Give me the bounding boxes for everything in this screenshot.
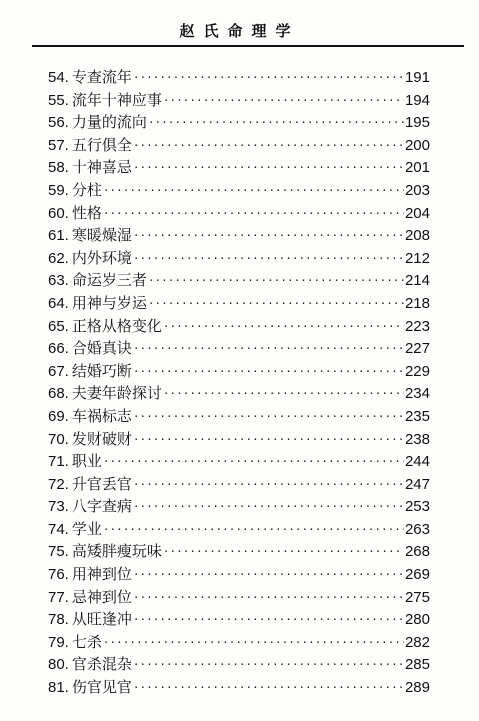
toc-entry (0, 315, 479, 338)
toc-entry-number: 75. (48, 543, 69, 561)
toc-entry-page-number: 244 (404, 453, 430, 471)
toc-entry-line (48, 450, 430, 475)
toc-entry-title: 官杀混杂 (71, 655, 132, 674)
table-of-contents (0, 66, 479, 699)
toc-dot-leader (133, 564, 404, 587)
toc-entry-page-number: 280 (404, 611, 430, 629)
toc-dot-leader (133, 248, 404, 271)
toc-entry (0, 134, 479, 157)
toc-entry-line (48, 292, 430, 317)
toc-entry-title: 合婚真诀 (71, 339, 132, 358)
toc-entry-line (48, 473, 430, 498)
toc-entry (0, 586, 479, 609)
toc-entry (0, 653, 479, 676)
toc-entry-page-number: 234 (404, 385, 430, 403)
toc-entry-line (48, 224, 430, 249)
toc-entry-line (48, 315, 430, 340)
toc-entry-number: 74. (48, 520, 69, 538)
toc-entry-line (48, 495, 430, 520)
toc-entry-number: 68. (48, 385, 69, 403)
toc-entry-line (48, 586, 430, 611)
toc-entry (0, 202, 479, 225)
toc-entry (0, 156, 479, 179)
toc-entry-title: 性格 (71, 203, 102, 222)
toc-entry-number: 66. (48, 340, 69, 358)
toc-dot-leader (133, 429, 404, 452)
toc-dot-leader (163, 316, 404, 339)
toc-entry (0, 676, 479, 699)
toc-entry-number: 54. (48, 69, 69, 86)
toc-entry (0, 66, 479, 89)
toc-entry-page-number: 223 (404, 317, 430, 335)
toc-dot-leader (133, 654, 404, 677)
toc-dot-leader (163, 90, 404, 113)
toc-dot-leader (163, 383, 404, 406)
toc-entry-title: 专查流年 (71, 68, 132, 86)
toc-entry-line (48, 337, 430, 362)
toc-entry-page-number: 194 (404, 91, 430, 109)
toc-dot-leader (133, 609, 404, 632)
toc-dot-leader (133, 157, 404, 180)
toc-entry-number: 69. (48, 407, 69, 425)
toc-entry-line (48, 405, 430, 430)
toc-entry-number: 58. (48, 159, 69, 177)
toc-entry-title: 从旺逢冲 (71, 610, 132, 629)
toc-entry-number: 73. (48, 498, 69, 516)
toc-entry-page-number: 235 (404, 407, 430, 425)
toc-entry-line (48, 631, 430, 656)
toc-entry-page-number: 200 (404, 136, 430, 154)
toc-entry (0, 405, 479, 428)
toc-entry-title: 命运岁三者 (71, 271, 147, 290)
toc-entry-title: 正格从格变化 (71, 316, 162, 335)
toc-entry-page-number: 263 (404, 520, 430, 538)
toc-entry-title: 高矮胖瘦玩味 (71, 542, 162, 561)
toc-entry-number: 59. (48, 181, 69, 199)
toc-entry-title: 内外环境 (71, 248, 132, 267)
toc-entry-page-number: 289 (404, 679, 430, 697)
toc-entry-line (48, 202, 430, 227)
toc-entry-title: 用神与岁运 (71, 293, 147, 312)
toc-dot-leader (148, 112, 404, 135)
toc-entry-number: 77. (48, 588, 69, 606)
toc-entry-number: 67. (48, 362, 69, 380)
toc-entry-title: 五行俱全 (71, 135, 132, 154)
toc-entry-page-number: 201 (404, 159, 430, 177)
toc-entry-number: 70. (48, 430, 69, 448)
toc-entry (0, 247, 479, 270)
toc-entry-line (48, 179, 430, 204)
toc-dot-leader (148, 293, 404, 316)
toc-entry-page-number: 191 (404, 69, 430, 86)
toc-entry-number: 78. (48, 611, 69, 629)
toc-entry-title: 流年十神应事 (71, 90, 162, 109)
toc-entry (0, 631, 479, 654)
toc-entry-line (48, 428, 430, 453)
toc-entry-line (48, 66, 430, 91)
toc-dot-leader (133, 135, 404, 158)
toc-entry-line (48, 676, 430, 701)
toc-entry-title: 夫妻年龄探讨 (71, 384, 162, 403)
running-header-title: 赵氏命理学 (179, 22, 300, 40)
toc-entry-number: 55. (48, 91, 69, 109)
toc-entry-page-number: 247 (404, 475, 430, 493)
toc-entry-page-number: 253 (404, 498, 430, 516)
toc-entry-line (48, 247, 430, 272)
toc-entry (0, 608, 479, 631)
toc-entry-title: 车祸标志 (71, 406, 132, 425)
toc-dot-leader (133, 338, 404, 361)
toc-entry (0, 360, 479, 383)
toc-dot-leader (103, 451, 404, 474)
toc-dot-leader (103, 632, 404, 655)
toc-entry (0, 179, 479, 202)
toc-entry-page-number: 268 (404, 543, 430, 561)
toc-entry (0, 224, 479, 247)
toc-entry-number: 64. (48, 294, 69, 312)
toc-dot-leader (133, 677, 404, 700)
toc-dot-leader (163, 541, 404, 564)
toc-entry-page-number: 275 (404, 588, 430, 606)
toc-entry (0, 428, 479, 451)
toc-entry-title: 十神喜忌 (71, 158, 132, 177)
toc-entry-line (48, 89, 430, 114)
toc-entry-title: 伤官见官 (71, 678, 132, 697)
toc-entry-page-number: 212 (404, 249, 430, 267)
toc-entry-title: 职业 (71, 452, 102, 471)
toc-entry-number: 57. (48, 136, 69, 154)
toc-entry-number: 81. (48, 679, 69, 697)
toc-dot-leader (133, 496, 404, 519)
toc-entry-line (48, 111, 430, 136)
toc-entry-title: 分柱 (71, 180, 102, 199)
toc-entry-title: 发财破财 (71, 429, 132, 448)
toc-entry (0, 495, 479, 518)
toc-dot-leader (103, 180, 404, 203)
toc-entry (0, 450, 479, 473)
toc-entry-number: 65. (48, 317, 69, 335)
toc-entry-number: 62. (48, 249, 69, 267)
toc-entry-line (48, 518, 430, 543)
toc-entry (0, 563, 479, 586)
toc-entry-line (48, 653, 430, 678)
toc-entry-title: 忌神到位 (71, 587, 132, 606)
toc-entry (0, 292, 479, 315)
toc-entry-page-number: 282 (404, 633, 430, 651)
toc-entry-number: 56. (48, 114, 69, 132)
toc-entry-page-number: 204 (404, 204, 430, 222)
toc-entry-title: 用神到位 (71, 565, 132, 584)
toc-entry-title: 七杀 (71, 632, 102, 651)
toc-entry-number: 76. (48, 566, 69, 584)
toc-dot-leader (133, 474, 404, 497)
header-rule (32, 45, 464, 47)
toc-entry-line (48, 540, 430, 565)
toc-dot-leader (133, 225, 404, 248)
toc-entry-page-number: 269 (404, 566, 430, 584)
toc-entry-line (48, 563, 430, 588)
toc-entry (0, 111, 479, 134)
toc-entry-line (48, 360, 430, 385)
toc-entry-page-number: 208 (404, 227, 430, 245)
toc-dot-leader (103, 519, 404, 542)
toc-entry-number: 72. (48, 475, 69, 493)
toc-entry-title: 结婚巧断 (71, 361, 132, 380)
toc-entry-line (48, 608, 430, 633)
toc-entry-title: 寒暖燥湿 (71, 226, 132, 245)
toc-entry-number: 79. (48, 633, 69, 651)
toc-dot-leader (133, 587, 404, 610)
toc-entry-number: 71. (48, 453, 69, 471)
toc-entry (0, 269, 479, 292)
toc-entry-number: 60. (48, 204, 69, 222)
toc-entry-page-number: 218 (404, 294, 430, 312)
toc-entry-line (48, 134, 430, 159)
toc-dot-leader (148, 270, 404, 293)
toc-entry-title: 八字查病 (71, 497, 132, 516)
toc-entry-page-number: 229 (404, 362, 430, 380)
toc-entry-page-number: 214 (404, 272, 430, 290)
toc-entry (0, 473, 479, 496)
toc-entry (0, 89, 479, 112)
toc-entry-line (48, 269, 430, 294)
toc-entry-number: 63. (48, 272, 69, 290)
toc-dot-leader (133, 67, 404, 90)
toc-entry-line (48, 382, 430, 407)
toc-entry-page-number: 195 (404, 114, 430, 132)
toc-entry (0, 518, 479, 541)
toc-entry-title: 力量的流向 (71, 113, 147, 132)
toc-entry-title: 学业 (71, 519, 102, 538)
toc-entry-page-number: 285 (404, 656, 430, 674)
toc-entry-page-number: 203 (404, 181, 430, 199)
toc-entry (0, 382, 479, 405)
toc-dot-leader (133, 361, 404, 384)
toc-entry-page-number: 238 (404, 430, 430, 448)
toc-entry-number: 80. (48, 656, 69, 674)
toc-entry-page-number: 227 (404, 340, 430, 358)
toc-entry (0, 337, 479, 360)
toc-dot-leader (103, 203, 404, 226)
toc-entry (0, 540, 479, 563)
toc-entry-title: 升官丢官 (71, 474, 132, 493)
toc-entry-line (48, 156, 430, 181)
toc-dot-leader (133, 406, 404, 429)
toc-entry-number: 61. (48, 227, 69, 245)
